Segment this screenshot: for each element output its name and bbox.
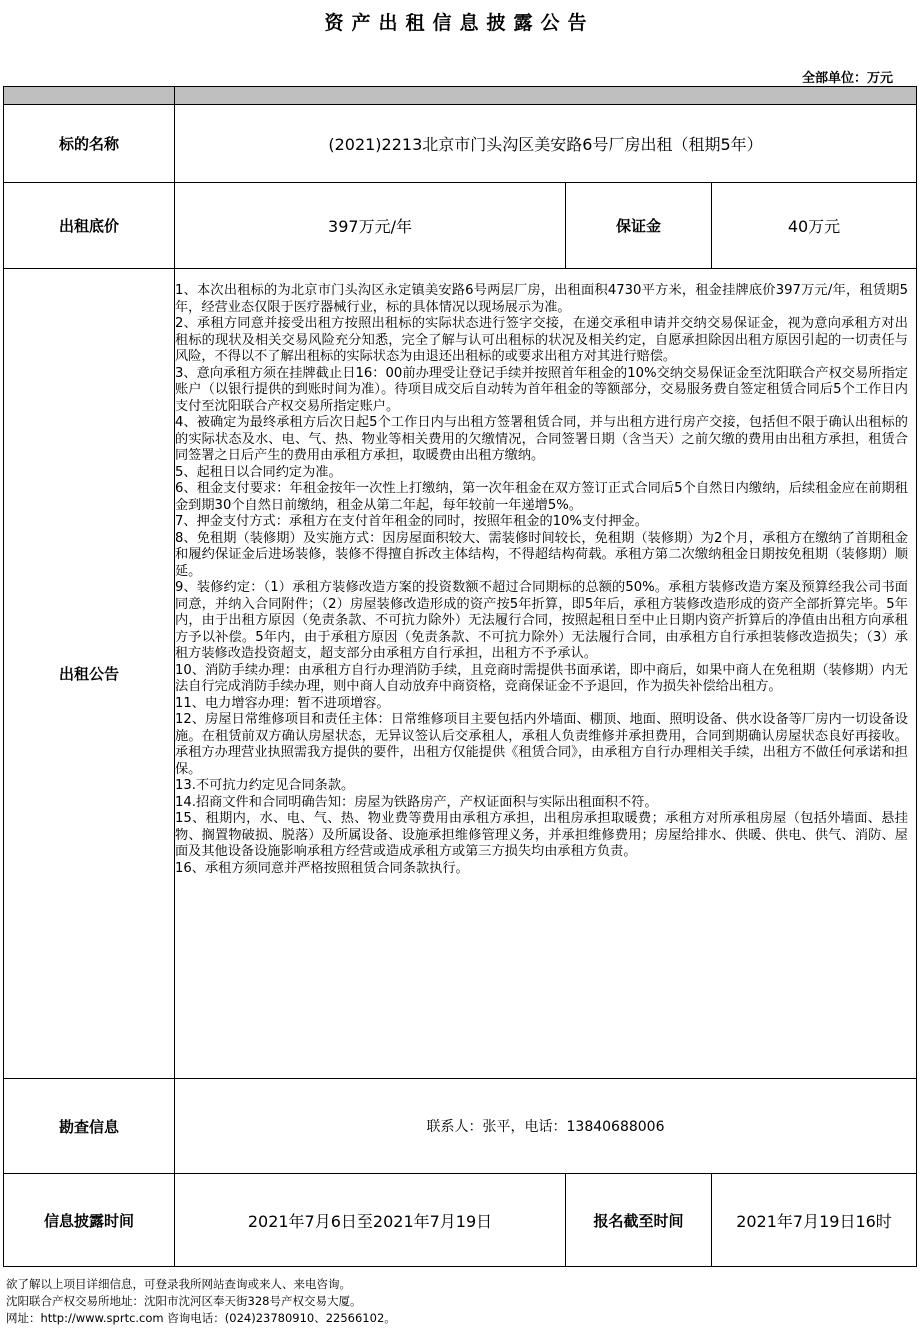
notice-item: 13.不可抗力约定见合同条款。 xyxy=(175,778,355,793)
label-deposit: 保证金 xyxy=(615,217,661,235)
label-registration-deadline: 报名截至时间 xyxy=(593,1211,684,1230)
page-title: 资产出租信息披露公告 xyxy=(324,12,595,34)
notice-item: 1、本次出租标的为北京市门头沟区永定镇美安路6号两层厂房，出租面积4730平方米，租金挂牌底价397万元/年，租赁期5年，经营业态仅限于医疗器械行业，标的具体情况以现场展示为准。 xyxy=(175,283,908,315)
notice-item: 14.招商文件和合同明确告知：房屋为铁路房产，产权证面积与实际出租面积不符。 xyxy=(175,794,658,810)
value-survey-contact: 联系人：张平，电话：13840688006 xyxy=(426,1119,665,1135)
notice-item: 8、免租期（装修期）及实施方式：因房屋面积较大、需装修时间较长，免租期（装修期）为2个月，承租方在缴纳了首期租金和履约保证金后进场装修，装修不得擅自拆改主体结构，不得超结构荷载。承租方第二次缴纳租金日期按免租期（装修期）顺延。 xyxy=(175,530,908,579)
notice-item: 11、电力增容办理：暂不进项增容。 xyxy=(175,695,390,711)
footer-line: 欲了解以上项目详细信息，可登录我所网站查询或来人、来电咨询。 xyxy=(6,1277,351,1291)
value-registration-deadline: 2021年7月19日16时 xyxy=(736,1211,892,1231)
notice-item: 6、租金支付要求：年租金按年一次性上打缴纳，第一次年租金在双方签订正式合同后5个自然日内缴纳，后续租金应在前期租金到期30个自然日前缴纳，租金从第二年起，每年较前一年递增5%。 xyxy=(175,481,908,513)
label-target-name: 标的名称 xyxy=(58,135,119,153)
notice-item: 5、起租日以合同约定为准。 xyxy=(175,464,342,480)
notice-item: 9、装修约定：（1）承租方装修改造方案的投资数额不超过合同期标的总额的50%。承租方装修改造方案及预算经我公司书面同意，并纳入合同附件；（2）房屋装修改造形成的资产按5年折算，即5年后，承租方装修改造形成的资产全部折算完毕。5年内，由于出租方原因（免责条款、不可抗力除外）无法履行合同，按照起租日至中止日期内资产折算后的净值由出租方向承租方予以补偿。5年内，由于承租方原因（免责条款、不可抗力除外）无法履行合同，由承租方自行承担装修改造损失；（3）承租方装修改造投资超支，超支部分由承租方自行承担，出租方不予承认。 xyxy=(175,580,908,661)
footer-line: 沈阳联合产权交易所地址：沈阳市沈河区奉天街328号产权交易大厦。 xyxy=(6,1294,362,1308)
notice-text xyxy=(173,283,910,877)
unit-note: 全部单位：万元 xyxy=(801,71,893,86)
notice-item: 2、承租方同意并接受出租方按照出租标的实际状态进行签字交接，在递交承租申请并交纳交易保证金，视为意向承租方对出租标的现状及相关交易风险充分知悉，完全了解与认可出租标的状况及相关约定，自愿承担除因出租方原因引起的一切责任与风险，不得以不了解出租标的实际状态为由退还出租标的或要求出租方对其进行赔偿。 xyxy=(175,316,908,364)
notice-item: 10、消防手续办理：由承租方自行办理消防手续，且竞商时需提供书面承诺，即中商后，如果中商人在免租期（装修期）内无法自行完成消防手续办理，则中商人自动放弃中商资格，竞商保证金不予退回，作为损失补偿给出租方。 xyxy=(175,662,908,694)
notice-item: 7、押金支付方式：承租方在支付首年租金的同时，按照年租金的10%支付押金。 xyxy=(175,514,648,529)
notice-item: 3、意向承租方须在挂牌截止日16：00前办理受让登记手续并按照首年租金的10%交纳交易保证金至沈阳联合产权交易所指定账户（以银行提供的到账时间为准）。待项目成交后自动转为首年租金的等额部分，交易服务费自签定租赁合同后5个工作日内支付至沈阳联合产权交易所指定账户。 xyxy=(175,365,908,414)
label-survey: 勘查信息 xyxy=(58,1117,119,1136)
table-header-bar xyxy=(4,87,916,104)
label-reserve-price: 出租底价 xyxy=(58,217,119,235)
notice-item: 4、被确定为最终承租方后次日起5个工作日内与出租方签署租赁合同，并与出租方进行房产交接，包括但不限于确认出租标的的实际状态及水、电、气、热、物业等相关费用的欠缴情况，合同签署日期（含当天）之前欠缴的费用由出租方承担，租赁合同签署之日后产生的费用由承租方承担，取暖费由出租方缴纳。 xyxy=(175,415,908,463)
notice-item: 12、房屋日常维修项目和责任主体：日常维修项目主要包括内外墙面、棚顶、地面、照明设备、供水设备等厂房内一切设备设施。在租赁前双方确认房屋状态，无异议签认后交承租人，承租人负责维修并承担费用，合同到期确认房屋状态良好再接收。承租方办理营业执照需我方提供的要件，出租方仅能提供《租赁合同》，由承租方自行办理相关手续，出租方不做任何承诺和担保。 xyxy=(175,712,908,777)
label-notice: 出租公告 xyxy=(58,665,119,683)
value-target-name: (2021)2213北京市门头沟区美安路6号厂房出租（租期5年） xyxy=(328,135,763,154)
value-disclosure-period: 2021年7月6日至2021年7月19日 xyxy=(247,1211,493,1231)
notice-item: 16、承租方须同意并严格按照租赁合同条款执行。 xyxy=(175,860,469,876)
value-deposit: 40万元 xyxy=(787,217,841,236)
value-reserve-price: 397万元/年 xyxy=(328,217,412,236)
label-disclosure-period: 信息披露时间 xyxy=(43,1211,134,1230)
footer-line: 网址：http://www.sprtc.com 咨询电话：(024)23780910、22566102。 xyxy=(6,1311,396,1325)
footer-info xyxy=(6,1276,396,1327)
notice-item: 15、租期内，水、电、气、热、物业费等费用由承租方承担，出租房承担取暖费；承租方对所承租房屋（包括外墙面、悬挂物、搁置物破损、脱落）及所属设备、设施承担维修管理义务，并承担维修费用；房屋给排水、供暖、供电、供气、消防、屋面及其他设备设施影响承租方经营或造成承租方或第三方损失均由承租方负责。 xyxy=(175,811,908,859)
